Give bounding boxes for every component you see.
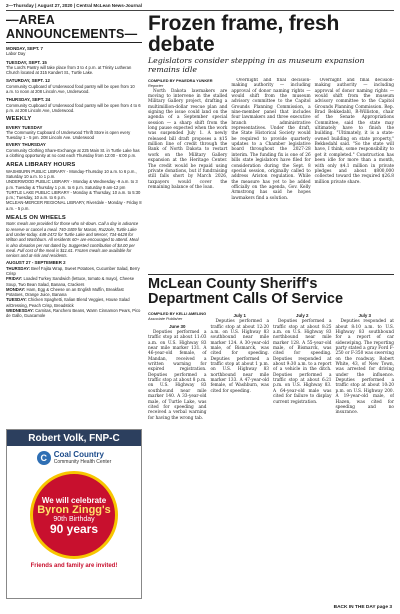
story-byline: COMPILED BY PHAEDRA YUNKER Reporter bbox=[148, 78, 213, 89]
library-hours: MCLEAN-MERCER REGIONAL LIBRARY, Riverdale - Monday - Friday 8 a.m. - 5 p.m. bbox=[6, 200, 142, 211]
event-date: TUESDAY, SEPT. 15 bbox=[6, 59, 47, 65]
story-column bbox=[148, 78, 227, 271]
story-text: Overnight and final decision-making authority — including approval of donor naming rights — would shift from the museum advisory committee to the Capitol Grounds Planning Commission. Rep. Brad Bekkedahl, R-Williston, chair of the Senate Appropriations Committee, said the state may ultimately have to finish the building. "Ultimately, it is a state-owned building on state property," Bekkedahl said. "So the state will have, I think, some responsibility to get it completed." Construction has been idle for more than a month, with only $4.1 million in private pledges and about $800,000 collected toward the required $26.8 million private share. bbox=[314, 78, 394, 185]
newspaper-page bbox=[6, 3, 394, 611]
sheriff-text: Deputies performed a traffic stop at about 12:20 a.m. on U.S. Highway 83 southbound near mile marker 124. A 30-year-old male, of Bismarck, was cited for speeding. Deputies performed a traffic stop at about 1 p.m. on U.S. Highway 83 northbound near mile marker 133. A 47-year-old female, of Washburn, was cited for speeding. bbox=[210, 319, 269, 394]
clinic-logo-icon: C bbox=[37, 451, 51, 465]
badge-name: Byron Zingg's bbox=[37, 503, 111, 516]
ad-logo bbox=[7, 446, 141, 468]
menu-item: WEDNESDAY: Carnitas, Ranchero Beans, Warm Cinnamon Pears, Pico de Gallo, Guacamole bbox=[6, 308, 141, 319]
log-date: June 30 bbox=[169, 323, 186, 329]
weekly-title: WEEKLY bbox=[6, 116, 32, 123]
sheriff-text: Deputies performed a traffic stop at about 8:25 a.m. on U.S. Highway 83 northbound near mile marker 128. A 55-year-old male, of Bismarck, was cited for speeding. Deputies responded at about 9:30 a.m. to a report of a vehicle in the ditch. Deputies performed a traffic stop at about 6:21 p.m. on U.S. Highway 83. A 64-year-old male was cited for failure to display current registration. bbox=[273, 319, 332, 405]
jump-line[interactable]: BACK IN THE DAY page 3 bbox=[333, 605, 392, 610]
event-text: Community Cupboard of Underwood food pantry will be open from 4 to 6 p.m. at 208 Lincoln Ave, Underwood. bbox=[6, 102, 141, 113]
weekly-date: EVERY TUESDAY bbox=[6, 124, 43, 130]
story-text: Overnight and final decision-making authority — including approval of donor naming rights — would shift from the museum advisory committee to the Capitol Grounds Planning Commission, a nine-member panel that includes four lawmakers and three executive branch administrative representatives. Under the draft, the State Historical Society would be required to provide quarterly updates to a Chamber legislative board throughout the 2027-28 interim. The funding fix is one of 26 bills state legislators have filed for consideration during the Sept. 8 special session, originally called to address Ariston regulation. While the measure has yet to be added officially on the agenda, Gov. Kelly Armstrong has said he hopes lawmakers find a solution. bbox=[231, 78, 311, 201]
story-column bbox=[231, 78, 310, 271]
log-date: July 1 bbox=[233, 313, 246, 318]
sheriff-columns bbox=[148, 311, 394, 614]
announcements-column bbox=[6, 13, 142, 611]
story-headline: Frozen frame, fresh debate bbox=[148, 12, 340, 56]
menu-item: TUESDAY: Chicken Spaghetti, Italian Blend Veggies, House Salad w/Dressing, Peach Crisp, Breadstick bbox=[6, 297, 130, 308]
menu-item: FRIDAY: Loaded Turkey Sandwich (lettuce, tomato & mayo), Cheese Soup, Two Bean Salad, Banana, Crackers bbox=[6, 276, 135, 287]
weekly-text: The Community Cupboard of Underwood Thrift Store is open every Tuesday 1 - 5 pm. 208 Lincoln Ave. Underwood bbox=[6, 129, 131, 141]
stories-area bbox=[148, 13, 394, 611]
ad-org-name: Coal Country bbox=[53, 450, 104, 459]
sheriff-column bbox=[333, 311, 395, 614]
story-columns bbox=[148, 78, 394, 271]
meals-note: Note: meals are provided for those who sit-down. Call a day in advance to reserve or cancel a meal. 740-3409 for Mason, Ruzzole, Turtle Lake and Under-today. 448-2472 for Turtle Lake and Mercer; 734-6428 for Wilton and Washburn. All residents 60+ are encouraged to attend. Meal is also donation per not dated by. Suggested contribution of $4.00 per meal. Full cost of the meal is $11.61. Frozen meals are available for seniors and at-risk and residents. bbox=[6, 221, 139, 259]
event-text: Labor Day bbox=[6, 51, 26, 57]
advertisement[interactable] bbox=[6, 429, 142, 599]
log-date: July 3 bbox=[358, 313, 371, 318]
weekly-date: EVERY THURSDAY bbox=[6, 142, 46, 148]
sheriff-text: Deputies responded at about 8:10 a.m. to U.S. Highway 83 southbound for a report of car sideswiping. The reporting party stated a gray Ford F-250 or F-350 was swerving on the roadway. Robert White, 43, of New Town, was arrested for driving under the influence. Deputies performed a traffic stop at about 10:20 p.m. on U.S. Highway 200. A 19-year-old male, of Hazen, was cited for speeding and no insurance. bbox=[335, 319, 394, 416]
story-text: North Dakota lawmakers are moving to intervene in the stalled Military Gallery project, drafting a multimillion-dollar rescue plan and signing the issue could land on the agenda of a September special session — a sharp shift from the long pause expected when the work was suspended July 1. A newly released bill draft proposes a $15 million line of credit through the Bank of North Dakota to restart work on the Military Gallery expansion at the Heritage Center. The credit would be repaid using private donations, but if fundraising still falls short by March 2026, taxpayers would cover the remaining balance of the loan. bbox=[148, 88, 228, 190]
sheriff-column bbox=[273, 311, 332, 614]
library-hours: TURTLE LAKE PUBLIC LIBRARY - Monday & Thursday, 10 a.m. to 5:30 p.m.; Tuesday, 10 a.m. to 6 p.m. bbox=[6, 189, 141, 201]
sheriff-headline: McLean County Sheriff's Department Calls Of Service bbox=[148, 276, 344, 307]
menu-item: THURSDAY: Beef Fajita Wrap, Sweet Potatoes, Cucumber Salad, Berry Crisp bbox=[6, 265, 140, 276]
story-column bbox=[315, 78, 394, 271]
announcements-body bbox=[6, 46, 142, 319]
library-title: AREA LIBRARY HOURS bbox=[6, 162, 76, 169]
page-header: 2—Thursday | August 27, 2020 | Central McLean News-Journal bbox=[6, 3, 394, 11]
event-text: The Lord's Pantry will take place from 3 to 4 p.m. at Trinity Lutheran Church located at 315 Kandert St., Turtle Lake. bbox=[6, 64, 132, 76]
sheriff-text: Deputies performed a traffic stop at about 11:03 a.m. on U.S. Highway 83 near mile marker 131. A 46-year-old female, of Mandan, received a written warning for expired registration. Deputies performed a traffic stop at about 8 p.m. on U.S. Highway 83 southbound near mile marker 140. A 33-year-old male, of Turtle Lake, was cited for speeding and received a verbal warning for having the wrong tab. bbox=[148, 330, 207, 421]
event-date: SATURDAY, SEPT. 12 bbox=[6, 78, 50, 84]
library-hours: UNDERWOOD PUBLIC LIBRARY - Monday & Wednesday -9 a.m. to 3 p.m. Tuesday & Thursday 1 p.m. to 6 p.m. Saturday 9 am-12 pm bbox=[6, 179, 138, 190]
library-hours: WASHBURN PUBLIC LIBRARY - Monday-Thursday 10 a.m. to 6 p.m., Saturday 10 a.m. to 1 p.m. bbox=[6, 168, 137, 179]
badge-line: 90th Birthday bbox=[53, 515, 95, 523]
menu-item: MONDAY: Ham, Egg & Cheese on an English Muffin, Breakfast Potatoes, Orange Juice, Banana bbox=[6, 286, 124, 298]
log-date: July 2 bbox=[296, 313, 309, 318]
ad-org-sub: Community Health Center bbox=[53, 459, 112, 465]
ad-footer: Friends and family are invited! bbox=[30, 563, 118, 569]
event-text: Community Cupboard of Underwood food pantry will be open from 10 a.m. to noon at 208 Lincoln Ave, Underwood. bbox=[6, 83, 135, 95]
event-date: THURSDAY, SEPT. 24 bbox=[6, 97, 51, 103]
badge-line: We will celebrate bbox=[41, 495, 107, 505]
badge-years: 90 years bbox=[49, 521, 99, 536]
weekly-text: Community Clothing Share-Exchange at 225 Main St. in Turtle Lake has a clothing opportunity at no cost each Thursday from 12:00 - 6:00 p.m. bbox=[6, 147, 140, 159]
story-deck: Legislators consider stepping in as museum expansion remains idle bbox=[148, 56, 365, 74]
story-divider bbox=[148, 274, 394, 275]
menu-list bbox=[6, 266, 142, 319]
menu-title: AUGUST 27 - SEPTEMBER 2 bbox=[6, 260, 66, 266]
ad-provider-name: Robert Volk, FNP-C bbox=[7, 430, 141, 446]
announcements-title: —AREA ANNOUNCEMENTS— bbox=[6, 13, 142, 43]
sheriff-column bbox=[148, 311, 207, 614]
sheriff-byline: COMPILED BY KELLI AMELING Associate Publisher bbox=[148, 311, 207, 322]
event-date: MONDAY, SEPT. 7 bbox=[6, 46, 43, 51]
sheriff-column bbox=[211, 311, 270, 614]
meals-title: MEALS ON WHEELS bbox=[6, 215, 67, 222]
birthday-badge bbox=[30, 471, 118, 559]
